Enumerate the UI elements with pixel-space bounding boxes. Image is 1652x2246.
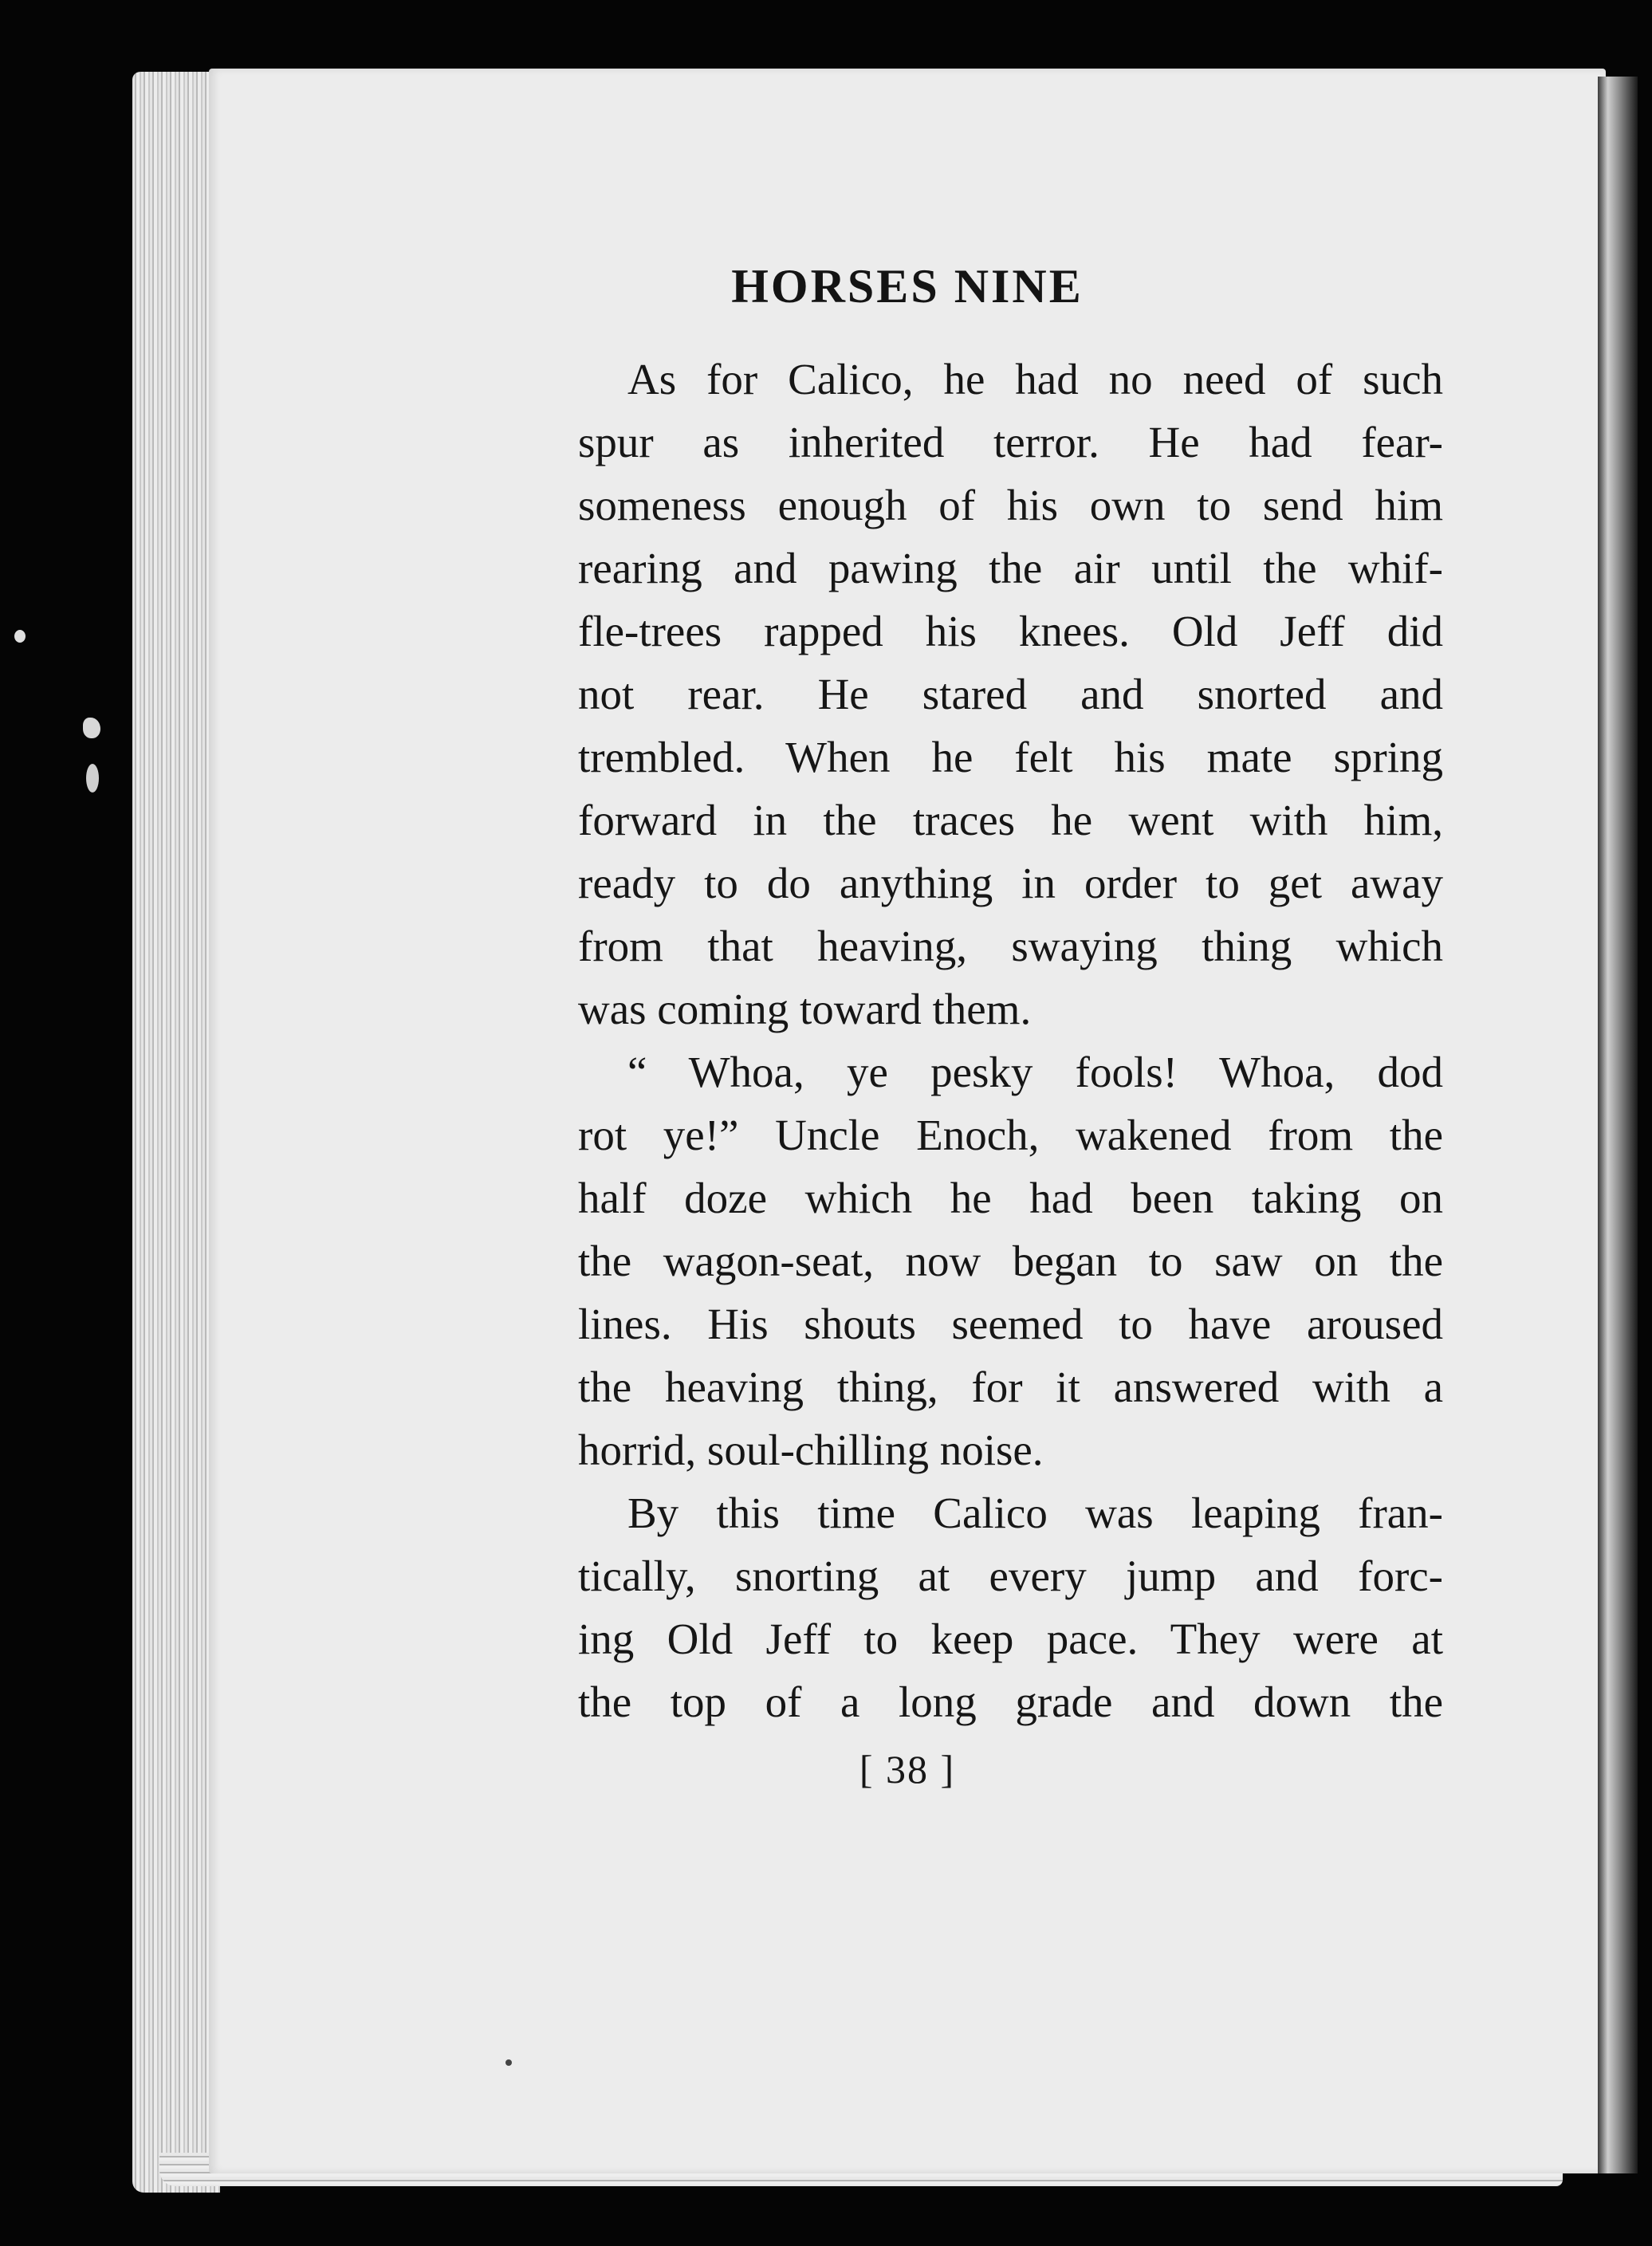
text-line: trembled. When he felt his mate spring	[578, 733, 1443, 781]
text-line: someness enough of his own to send him	[578, 481, 1443, 529]
text-line: As for Calico, he had no need of such	[627, 355, 1443, 403]
running-head: HORSES NINE	[731, 260, 1084, 313]
text-line: By this time Calico was leaping fran-	[627, 1489, 1443, 1537]
text-line: the heaving thing, for it answered with a	[578, 1363, 1443, 1411]
text-line: the wagon-seat, now began to saw on the	[578, 1237, 1443, 1285]
text-line: the top of a long grade and down the	[578, 1678, 1443, 1726]
text-line: was coming toward them.	[578, 985, 1032, 1033]
text-line: fle-trees rapped his knees. Old Jeff did	[578, 607, 1443, 655]
page-number: [ 38 ]	[859, 1747, 956, 1792]
book-binding	[1598, 77, 1638, 2173]
text-line: rot ye!” Uncle Enoch, wakened from the	[578, 1111, 1443, 1159]
text-line: forward in the traces he went with him,	[578, 796, 1443, 844]
dust-speck	[83, 718, 100, 738]
ink-speck	[505, 2059, 512, 2066]
text-line: half doze which he had been taking on	[578, 1174, 1443, 1222]
text-line: ready to do anything in order to get away	[578, 859, 1443, 907]
text-line: from that heaving, swaying thing which	[578, 922, 1443, 970]
text-line: ing Old Jeff to keep pace. They were at	[578, 1615, 1443, 1663]
text-line: rearing and pawing the air until the whif-	[578, 544, 1443, 592]
dust-speck	[14, 630, 26, 643]
book-page-edges	[132, 72, 220, 2193]
dust-speck	[86, 764, 99, 793]
text-line: lines. His shouts seemed to have aroused	[578, 1300, 1443, 1348]
text-line: spur as inherited terror. He had fear-	[578, 418, 1443, 466]
text-line: horrid, soul-chilling noise.	[578, 1426, 1044, 1474]
text-line: tically, snorting at every jump and forc-	[578, 1552, 1443, 1600]
body-text	[578, 348, 1443, 1733]
text-line: “ Whoa, ye pesky fools! Whoa, dod	[627, 1048, 1443, 1096]
text-line: not rear. He stared and snorted and	[578, 670, 1443, 718]
